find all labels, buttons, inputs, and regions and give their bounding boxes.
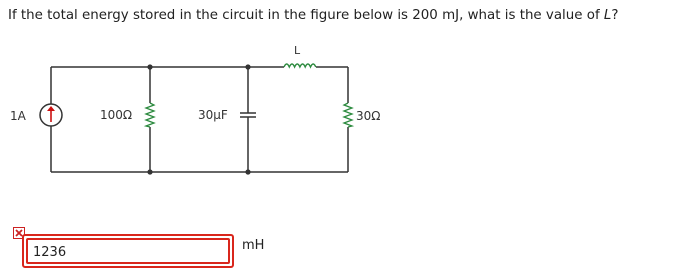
question-body: If the total energy stored in the circuit in the figure below is 200 mJ, what is the value of xyxy=(8,8,604,23)
junction-dot xyxy=(245,64,250,69)
resistor2-label: 30Ω xyxy=(356,109,381,123)
question-text xyxy=(8,8,619,23)
junction-dot xyxy=(147,169,152,174)
answer-input[interactable] xyxy=(26,238,230,264)
answer-field-frame xyxy=(22,234,234,268)
circuit-diagram xyxy=(0,40,400,190)
resistor-100-icon xyxy=(146,103,154,127)
capacitor-icon xyxy=(240,113,256,117)
answer-unit: mH xyxy=(242,238,265,253)
source-label: 1A xyxy=(10,109,26,123)
capacitor-label: 30μF xyxy=(198,108,228,122)
inductor-icon xyxy=(284,64,316,67)
junction-dot xyxy=(245,169,250,174)
question-variable: L xyxy=(603,8,612,23)
resistor1-label: 100Ω xyxy=(100,108,133,122)
current-source xyxy=(40,104,62,126)
inductor-label: L xyxy=(294,44,301,57)
junction-dot xyxy=(147,64,152,69)
question-end: ? xyxy=(611,8,619,23)
resistor-30-icon xyxy=(344,103,352,127)
